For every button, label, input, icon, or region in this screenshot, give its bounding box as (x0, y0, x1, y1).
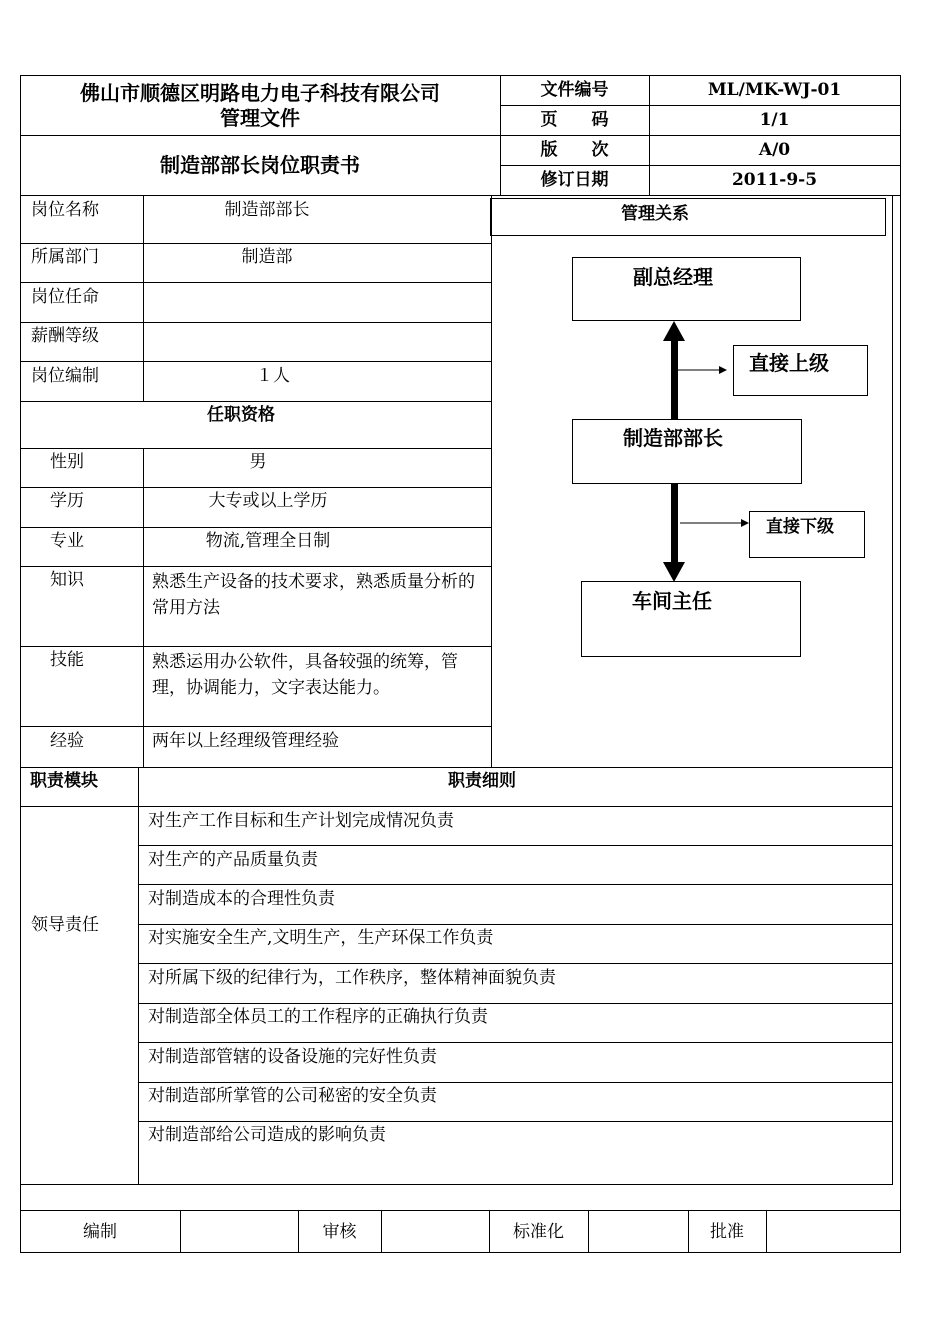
self-title: 制造部部长 (623, 426, 723, 450)
signoff-prepared-label: 编制 (83, 1222, 117, 1242)
duty-item: 对所属下级的纪律行为，工作秩序，整体精神面貌负责 (148, 968, 556, 988)
org-chart-heading: 管理关系 (621, 204, 689, 224)
meta-value-version: A/0 (758, 140, 791, 160)
subordinate-title: 车间主任 (632, 589, 712, 613)
signoff-approved-label: 批准 (710, 1222, 744, 1242)
arrow-down-icon (663, 562, 685, 582)
label-major: 专业 (50, 531, 84, 551)
duty-item: 对制造部给公司造成的影响负责 (148, 1125, 386, 1145)
document-type: 管理文件 (220, 106, 300, 130)
duty-module-header: 职责模块 (30, 771, 98, 791)
arrow-up-icon (663, 321, 685, 341)
duty-item: 对实施安全生产,文明生产，生产环保工作负责 (148, 928, 494, 948)
duty-item: 对制造部管辖的设备设施的完好性负责 (148, 1047, 437, 1067)
meta-label-page: 页 码 (540, 110, 609, 130)
meta-label-revision-date: 修订日期 (540, 170, 609, 190)
qualifications-heading: 任职资格 (207, 405, 275, 425)
label-education: 学历 (50, 491, 84, 511)
value-knowledge: 熟悉生产设备的技术要求，熟悉质量分析的常用方法 (152, 572, 475, 618)
duty-item: 对生产的产品质量负责 (148, 850, 318, 870)
value-skills: 熟悉运用办公软件，具备较强的统筹，管理，协调能力，文字表达能力。 (152, 652, 458, 698)
label-department: 所属部门 (31, 247, 99, 267)
label-appointment: 岗位任命 (31, 287, 99, 307)
duty-item: 对生产工作目标和生产计划完成情况负责 (148, 811, 454, 831)
duty-item: 对制造部所掌管的公司秘密的安全负责 (148, 1086, 437, 1106)
value-position-name: 制造部部长 (224, 200, 310, 220)
duty-item: 对制造部全体员工的工作程序的正确执行负责 (148, 1007, 488, 1027)
duty-item: 对制造成本的合理性负责 (148, 889, 335, 909)
value-gender: 男 (249, 452, 267, 472)
subordinate-label: 直接下级 (766, 517, 834, 537)
label-experience: 经验 (50, 731, 84, 751)
value-department: 制造部 (241, 247, 293, 267)
value-experience: 两年以上经理级管理经验 (152, 731, 339, 751)
meta-value-page: 1/1 (759, 110, 790, 130)
label-gender: 性别 (50, 452, 84, 472)
meta-value-revision-date: 2011-9-5 (731, 170, 818, 190)
signoff-standardized-label: 标准化 (513, 1222, 564, 1242)
meta-value-doc-number: ML/MK-WJ-01 (707, 80, 842, 100)
label-headcount: 岗位编制 (31, 366, 99, 386)
duty-detail-header: 职责细则 (448, 771, 516, 791)
value-education: 大专或以上学历 (208, 491, 328, 511)
label-skills: 技能 (50, 650, 84, 670)
company-name: 佛山市顺德区明路电力电子科技有限公司 (80, 81, 440, 105)
meta-label-doc-number: 文件编号 (540, 80, 609, 100)
document-title: 制造部部长岗位职责书 (160, 153, 360, 177)
superior-label: 直接上级 (749, 351, 829, 375)
superior-title: 副总经理 (633, 265, 713, 289)
label-salary-grade: 薪酬等级 (31, 326, 99, 346)
signoff-reviewed-label: 审核 (322, 1222, 357, 1242)
value-headcount: １人 (256, 366, 290, 386)
label-position-name: 岗位名称 (31, 200, 99, 220)
duty-module-leadership: 领导责任 (31, 915, 99, 935)
value-major: 物流,管理全日制 (205, 531, 331, 551)
meta-label-version: 版 次 (540, 140, 609, 160)
label-knowledge: 知识 (50, 570, 84, 590)
